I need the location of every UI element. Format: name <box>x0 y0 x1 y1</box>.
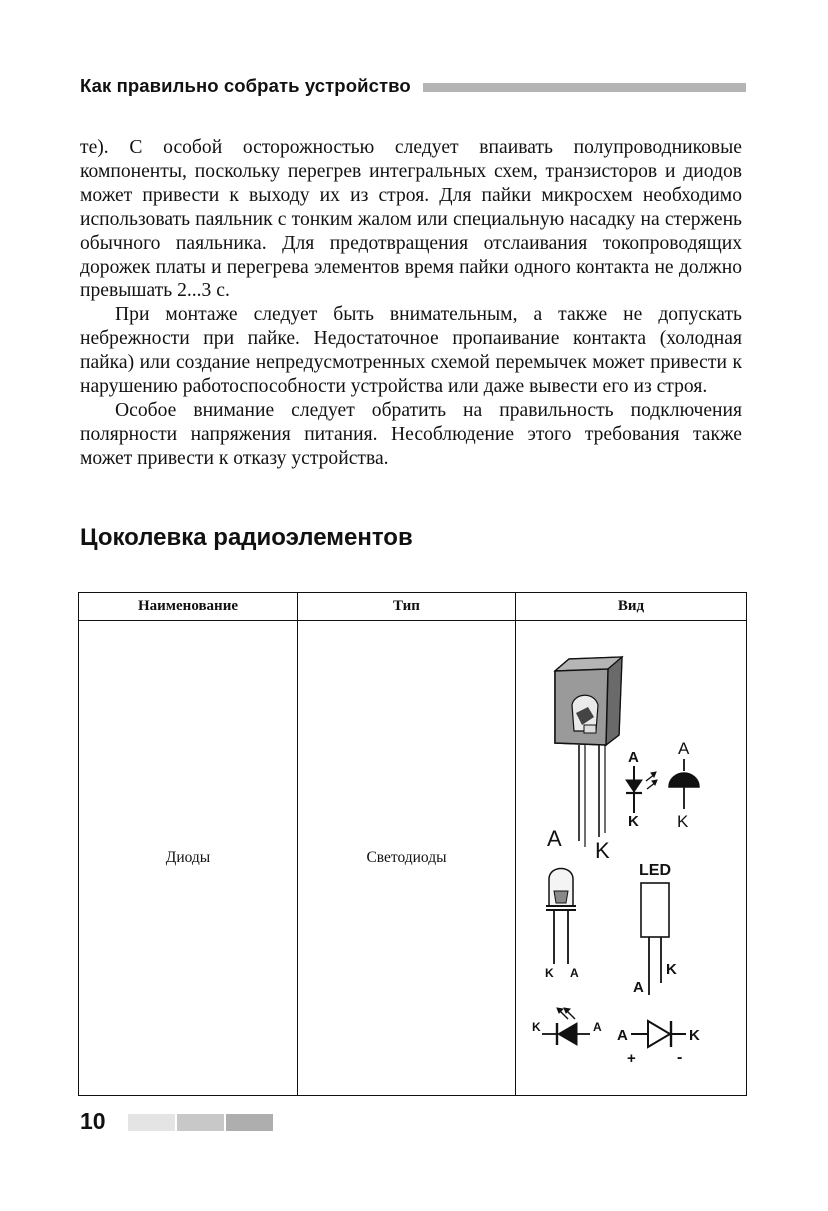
diode-label-anode: A <box>617 1027 628 1044</box>
rect-led-label-cathode: K <box>666 961 677 978</box>
paragraph: Особое внимание следует обратить на правильность подключения полярности напряжения питания. Несоблюдение этого требования также может привести к отказу устройства. <box>80 399 742 469</box>
table-header-row <box>79 593 747 621</box>
cell-view <box>516 621 747 1096</box>
led-pinout-drawing <box>516 621 744 1093</box>
led-dome-symbol <box>669 739 699 831</box>
diode-label-minus: - <box>677 1049 683 1066</box>
rect-led-package <box>641 883 669 995</box>
footer-bar <box>128 1114 175 1131</box>
dome-label-anode: A <box>678 739 690 758</box>
running-header <box>80 74 746 98</box>
footer-bar <box>177 1114 224 1131</box>
paragraph: те). С особой осторожностью следует впаивать полупроводниковые компоненты, поскольку перегрев интегральных схем, транзисторов и диодов может привести к выходу их из строя. Для пайки микросхем необходимо использовать паяльник с тонким жалом или специальную насадку на стержень обычного паяльника. Для предотвращения отслаивания токопроводящих дорожек платы и перегрева элементов время пайки одного контакта не должно превышать 2...3 с. <box>80 137 742 302</box>
rect-led-label-anode: A <box>633 979 644 996</box>
hsymbol-label-cathode: K <box>532 1020 541 1034</box>
dome-label-cathode: K <box>677 812 689 831</box>
section-title: Цоколевка радиоэлементов <box>80 524 413 551</box>
body-text <box>80 136 742 471</box>
page-number: 10 <box>80 1108 106 1134</box>
column-header-view: Вид <box>516 593 747 621</box>
diode-symbol-polarity <box>617 1021 700 1067</box>
rect-led-title: LED <box>639 862 671 879</box>
round-led-label-anode: A <box>570 966 579 980</box>
running-header-title: Как правильно собрать устройство <box>80 75 411 96</box>
pin-label-anode: A <box>547 826 562 851</box>
square-led-package <box>555 657 622 847</box>
pinout-table <box>78 592 747 1096</box>
footer-bar <box>226 1114 273 1131</box>
round-led-package <box>546 869 576 965</box>
column-header-type: Тип <box>298 593 516 621</box>
column-header-name: Наименование <box>79 593 298 621</box>
round-led-label-cathode: K <box>545 966 554 980</box>
cell-name: Диоды <box>79 621 298 1096</box>
footer-bars <box>128 1114 273 1131</box>
symbol-label-cathode: K <box>628 813 639 830</box>
diode-label-plus: + <box>627 1050 636 1067</box>
led-symbol-horizontal <box>532 1008 602 1045</box>
table-row <box>79 621 747 1096</box>
led-symbol-small <box>626 749 657 830</box>
hsymbol-label-anode: A <box>593 1020 602 1034</box>
diode-label-cathode: K <box>689 1027 700 1044</box>
pin-label-cathode: K <box>595 838 610 863</box>
page-footer <box>80 1108 273 1135</box>
paragraph: При монтаже следует быть внимательным, а также не допускать небрежности при пайке. Недостаточное пропаивание контакта (холодная пайка) или создание непредусмотренных схемой перемычек может привести к нарушению работоспособности устройства или даже вывести его из строя. <box>80 304 742 398</box>
cell-type: Светодиоды <box>298 621 516 1096</box>
symbol-label-anode: A <box>628 749 639 766</box>
header-rule <box>423 83 746 92</box>
